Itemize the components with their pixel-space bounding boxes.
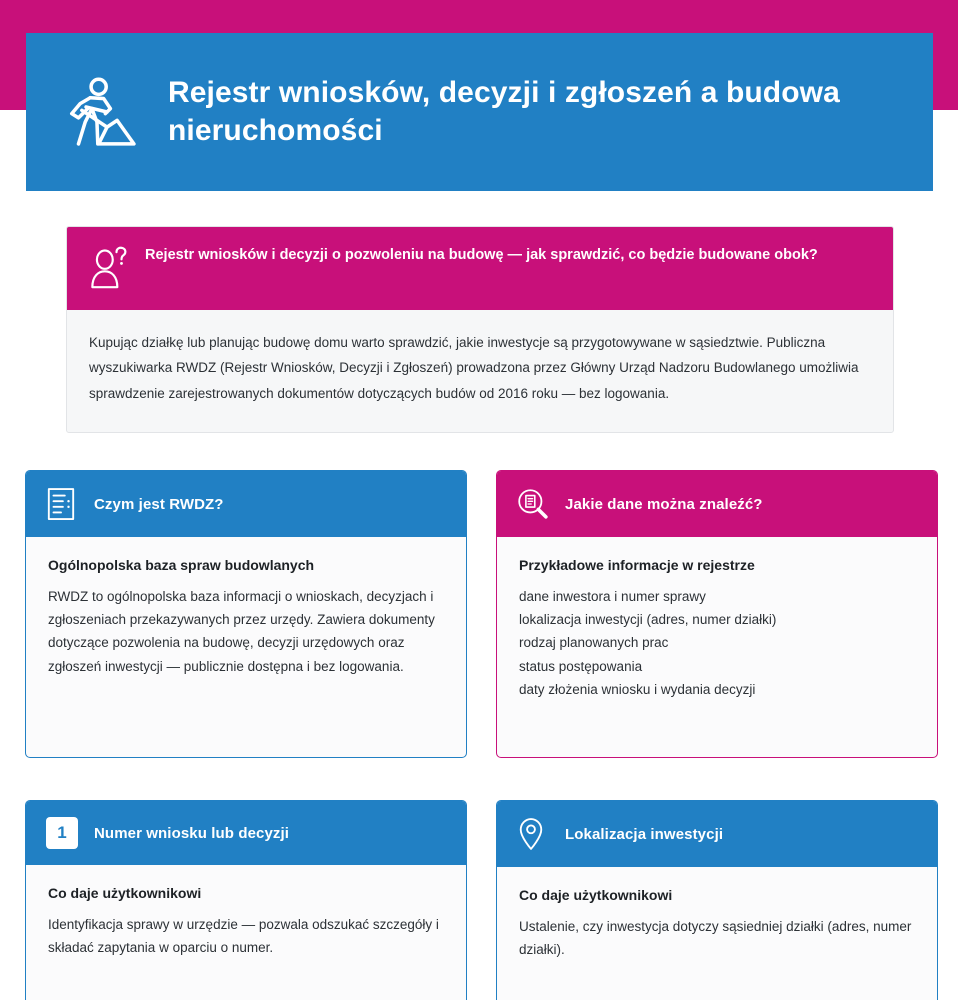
card-numer-wniosku [25,800,467,1000]
list-item: status postępowania [519,658,643,674]
card-lokalizacja [496,800,938,1000]
card-text: Identyfikacja sprawy w urzędzie — pozwala odszukać szczegóły i składać zapytania w oparciu o numer. [48,917,439,956]
document-list-icon [46,487,78,521]
card-body [497,537,937,723]
number-badge-icon: 1 [46,817,78,849]
card-body [497,867,937,983]
page-title: Rejestr wniosków, decyzji i zgłoszeń a budowa nieruchomości [168,75,840,147]
card-subtitle: Co daje użytkownikowi [519,887,673,903]
card-text: RWDZ to ogólnopolska baza informacji o wnioskach, decyzjach i zgłoszeniach przekazywanych przez urzędy. Zawiera dokumenty dotyczące pozwolenia na budowę, decyzji urzędowych oraz zgłoszeń inwestycji — publicznie dostępna i bez logowania. [48,589,435,674]
callout-title: Rejestr wniosków i decyzji o pozwoleniu na budowę — jak sprawdzić, co będzie budowane obok? [145,247,818,263]
card-title: Lokalizacja inwestycji [565,825,724,843]
construction-worker-icon [60,70,144,154]
card-header [497,471,937,537]
list-item: rodzaj planowanych prac [519,635,669,651]
card-title: Jakie dane można znaleźć? [565,495,763,513]
card-subtitle: Ogólnopolska baza spraw budowlanych [48,557,315,573]
card-header [26,801,466,865]
card-czym-jest-rwdz [25,470,467,758]
callout-box [66,226,894,433]
card-body [26,865,466,981]
list-item: lokalizacja inwestycji (adres, numer działki) [519,612,777,628]
card-jakie-dane [496,470,938,758]
list-item: daty złożenia wniosku i wydania decyzji [519,681,756,697]
callout-header [67,227,893,310]
card-text: Ustalenie, czy inwestycja dotyczy sąsiedniej działki (adres, numer działki). [519,919,912,958]
document-search-icon [517,487,549,521]
card-list [519,585,915,701]
callout-body-text: Kupując działkę lub planując budowę domu warto sprawdzić, jakie inwestycje są przygotowywane w sąsiedztwie. Publiczna wyszukiwarka RWDZ (Rejestr Wniosków, Decyzji i Zgłoszeń) prowadzona przez Główny Urząd Nadzoru Budowlanego umożliwia sprawdzenie zarejestrowanych dokumentów dotyczących budów od 2016 roku — bez logowania. [89,335,859,401]
person-question-icon [89,246,129,290]
card-subtitle: Przykładowe informacje w rejestrze [519,557,755,573]
map-pin-icon [517,817,549,851]
card-subtitle: Co daje użytkownikowi [48,885,202,901]
card-title: Czym jest RWDZ? [94,495,224,513]
card-header [497,801,937,867]
card-body [26,537,466,700]
card-title: Numer wniosku lub decyzji [94,824,290,842]
page-header [26,33,933,191]
list-item: dane inwestora i numer sprawy [519,589,706,604]
card-header [26,471,466,537]
